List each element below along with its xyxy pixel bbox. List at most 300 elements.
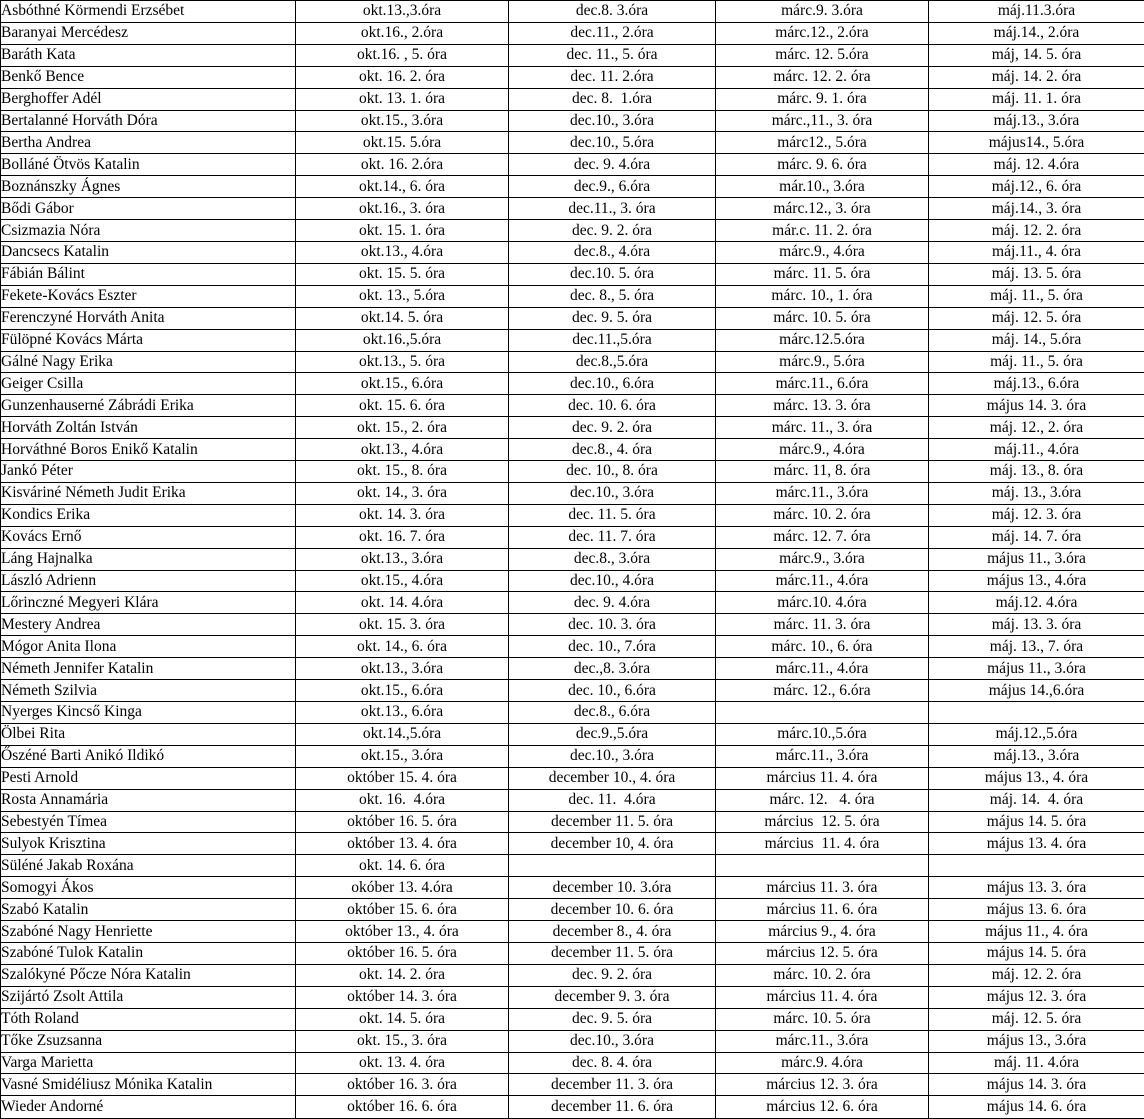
- dec-date-cell: dec.,8. 3.óra: [509, 658, 716, 680]
- table-row: [1, 614, 1144, 636]
- march-date-cell: március 11. 4. óra: [716, 833, 929, 855]
- name-cell: Gálné Nagy Erika: [1, 351, 296, 373]
- dec-date-cell: dec.8. 3.óra: [509, 1, 716, 23]
- table-row: [1, 88, 1144, 110]
- may-date-cell: máj. 12. 5. óra: [929, 1008, 1144, 1030]
- table-row: [1, 899, 1144, 921]
- table-row: [1, 548, 1144, 570]
- name-cell: Mestery Andrea: [1, 614, 296, 636]
- oct-date-cell: okt. 14. 2. óra: [296, 964, 509, 986]
- table-row: [1, 592, 1144, 614]
- name-cell: Boznánszky Ágnes: [1, 176, 296, 198]
- oct-date-cell: okt.15., 3.óra: [296, 745, 509, 767]
- name-cell: Németh Jennifer Katalin: [1, 658, 296, 680]
- may-date-cell: máj.13., 3.óra: [929, 745, 1144, 767]
- name-cell: Szabó Katalin: [1, 899, 296, 921]
- name-cell: Mógor Anita Ilona: [1, 636, 296, 658]
- may-date-cell: máj. 11., 5. óra: [929, 351, 1144, 373]
- may-date-cell: máj. 12. 4.óra: [929, 154, 1144, 176]
- oct-date-cell: október 16. 5. óra: [296, 942, 509, 964]
- name-cell: Nyerges Kincső Kinga: [1, 702, 296, 724]
- may-date-cell: május 14.,6.óra: [929, 680, 1144, 702]
- may-date-cell: május 14. 3. óra: [929, 395, 1144, 417]
- may-date-cell: május 13., 4.óra: [929, 570, 1144, 592]
- table-row: [1, 855, 1144, 877]
- table-row: [1, 461, 1144, 483]
- dec-date-cell: dec. 8., 5. óra: [509, 285, 716, 307]
- dec-date-cell: december 10, 4. óra: [509, 833, 716, 855]
- may-date-cell: máj.13., 6.óra: [929, 373, 1144, 395]
- name-cell: Baranyai Mercédesz: [1, 22, 296, 44]
- dec-date-cell: dec. 11., 5. óra: [509, 44, 716, 66]
- march-date-cell: március 11. 6. óra: [716, 899, 929, 921]
- march-date-cell: március 12. 5. óra: [716, 942, 929, 964]
- dec-date-cell: dec. 9. 2. óra: [509, 964, 716, 986]
- dec-date-cell: dec.10., 5.óra: [509, 132, 716, 154]
- may-date-cell: máj. 11. 4.óra: [929, 1052, 1144, 1074]
- name-cell: Bertha Andrea: [1, 132, 296, 154]
- march-date-cell: március 11. 4. óra: [716, 986, 929, 1008]
- dec-date-cell: dec. 11. 5. óra: [509, 504, 716, 526]
- oct-date-cell: okt.14.,5.óra: [296, 723, 509, 745]
- name-cell: Szabóné Tulok Katalin: [1, 942, 296, 964]
- may-date-cell: máj.14., 2.óra: [929, 22, 1144, 44]
- oct-date-cell: okt.15., 6.óra: [296, 373, 509, 395]
- may-date-cell: máj. 12., 2. óra: [929, 417, 1144, 439]
- table-row: [1, 307, 1144, 329]
- may-date-cell: máj. 13. 3. óra: [929, 614, 1144, 636]
- march-date-cell: márc. 10. 5. óra: [716, 1008, 929, 1030]
- may-date-cell: május 11., 4. óra: [929, 921, 1144, 943]
- march-date-cell: márc.9. 4.óra: [716, 1052, 929, 1074]
- dec-date-cell: dec.8.,5.óra: [509, 351, 716, 373]
- name-cell: László Adrienn: [1, 570, 296, 592]
- dec-date-cell: dec.10., 3.óra: [509, 745, 716, 767]
- schedule-table-body: [1, 1, 1144, 1119]
- name-cell: Fekete-Kovács Eszter: [1, 285, 296, 307]
- dec-date-cell: dec.11.,5.óra: [509, 329, 716, 351]
- may-date-cell: május 14. 5. óra: [929, 942, 1144, 964]
- table-row: [1, 811, 1144, 833]
- oct-date-cell: október 13. 4. óra: [296, 833, 509, 855]
- march-date-cell: márc.9., 4.óra: [716, 241, 929, 263]
- oct-date-cell: okt.13., 5. óra: [296, 351, 509, 373]
- may-date-cell: máj.13., 3.óra: [929, 110, 1144, 132]
- oct-date-cell: okt. 15. 6. óra: [296, 395, 509, 417]
- may-date-cell: máj.14., 3. óra: [929, 198, 1144, 220]
- name-cell: Szijártó Zsolt Attila: [1, 986, 296, 1008]
- table-row: [1, 723, 1144, 745]
- oct-date-cell: okt.13.,3.óra: [296, 1, 509, 23]
- oct-date-cell: okt. 14. 6. óra: [296, 855, 509, 877]
- table-row: [1, 636, 1144, 658]
- dec-date-cell: dec.8., 3.óra: [509, 548, 716, 570]
- may-date-cell: máj.12., 6. óra: [929, 176, 1144, 198]
- march-date-cell: márc.11., 4.óra: [716, 658, 929, 680]
- dec-date-cell: dec.10. 5. óra: [509, 263, 716, 285]
- may-date-cell: május 14. 3. óra: [929, 1074, 1144, 1096]
- march-date-cell: március 12. 3. óra: [716, 1074, 929, 1096]
- may-date-cell: máj, 14. 5. óra: [929, 44, 1144, 66]
- oct-date-cell: okt.13., 4.óra: [296, 439, 509, 461]
- march-date-cell: márc. 11, 8. óra: [716, 461, 929, 483]
- name-cell: Geiger Csilla: [1, 373, 296, 395]
- oct-date-cell: okt. 15. 1. óra: [296, 220, 509, 242]
- may-date-cell: máj.12.,5.óra: [929, 723, 1144, 745]
- may-date-cell: [929, 855, 1144, 877]
- oct-date-cell: okt.16.,5.óra: [296, 329, 509, 351]
- name-cell: Ferenczyné Horváth Anita: [1, 307, 296, 329]
- table-row: [1, 351, 1144, 373]
- table-row: [1, 986, 1144, 1008]
- name-cell: Süléné Jakab Roxána: [1, 855, 296, 877]
- oct-date-cell: október 15. 4. óra: [296, 767, 509, 789]
- oct-date-cell: okt.16., 2.óra: [296, 22, 509, 44]
- name-cell: Őszéné Barti Anikó Ildikó: [1, 745, 296, 767]
- may-date-cell: máj. 12. 2. óra: [929, 220, 1144, 242]
- table-row: [1, 220, 1144, 242]
- dec-date-cell: dec. 10. 3. óra: [509, 614, 716, 636]
- may-date-cell: máj. 13., 8. óra: [929, 461, 1144, 483]
- oct-date-cell: okóber 13. 4.óra: [296, 877, 509, 899]
- oct-date-cell: október 15. 6. óra: [296, 899, 509, 921]
- oct-date-cell: okt.13., 3.óra: [296, 658, 509, 680]
- oct-date-cell: október 14. 3. óra: [296, 986, 509, 1008]
- table-row: [1, 1096, 1144, 1119]
- dec-date-cell: dec. 9. 2. óra: [509, 417, 716, 439]
- march-date-cell: márc. 12. 5.óra: [716, 44, 929, 66]
- oct-date-cell: okt.15. 5.óra: [296, 132, 509, 154]
- dec-date-cell: december 9. 3. óra: [509, 986, 716, 1008]
- table-row: [1, 1074, 1144, 1096]
- name-cell: Sebestyén Tímea: [1, 811, 296, 833]
- name-cell: Somogyi Ákos: [1, 877, 296, 899]
- oct-date-cell: okt.15., 6.óra: [296, 680, 509, 702]
- oct-date-cell: okt.14., 6. óra: [296, 176, 509, 198]
- may-date-cell: máj. 11., 5. óra: [929, 285, 1144, 307]
- may-date-cell: máj. 12. 5. óra: [929, 307, 1144, 329]
- table-row: [1, 570, 1144, 592]
- name-cell: Jankó Péter: [1, 461, 296, 483]
- dec-date-cell: dec. 10., 8. óra: [509, 461, 716, 483]
- may-date-cell: május 13. 4. óra: [929, 833, 1144, 855]
- may-date-cell: május 12. 3. óra: [929, 986, 1144, 1008]
- name-cell: Tóth Roland: [1, 1008, 296, 1030]
- march-date-cell: márc. 10. 2. óra: [716, 964, 929, 986]
- table-row: [1, 176, 1144, 198]
- table-row: [1, 921, 1144, 943]
- march-date-cell: márc. 9. 6. óra: [716, 154, 929, 176]
- dec-date-cell: dec.10., 3.óra: [509, 482, 716, 504]
- march-date-cell: márc. 11. 3. óra: [716, 614, 929, 636]
- table-row: [1, 702, 1144, 724]
- name-cell: Berghoffer Adél: [1, 88, 296, 110]
- may-date-cell: május 14. 5. óra: [929, 811, 1144, 833]
- name-cell: Vasné Smidéliusz Mónika Katalin: [1, 1074, 296, 1096]
- name-cell: Varga Marietta: [1, 1052, 296, 1074]
- table-row: [1, 482, 1144, 504]
- table-row: [1, 110, 1144, 132]
- oct-date-cell: okt.13., 4.óra: [296, 241, 509, 263]
- dec-date-cell: december 10., 4. óra: [509, 767, 716, 789]
- name-cell: Bődi Gábor: [1, 198, 296, 220]
- oct-date-cell: okt. 14., 3. óra: [296, 482, 509, 504]
- name-cell: Kovács Ernő: [1, 526, 296, 548]
- name-cell: Sulyok Krisztina: [1, 833, 296, 855]
- oct-date-cell: október 16. 3. óra: [296, 1074, 509, 1096]
- table-row: [1, 1, 1144, 23]
- march-date-cell: márc.11., 6.óra: [716, 373, 929, 395]
- name-cell: Lőrinczné Megyeri Klára: [1, 592, 296, 614]
- oct-date-cell: okt.13., 6.óra: [296, 702, 509, 724]
- dec-date-cell: [509, 855, 716, 877]
- dec-date-cell: dec.11., 2.óra: [509, 22, 716, 44]
- table-row: [1, 439, 1144, 461]
- may-date-cell: máj. 12. 2. óra: [929, 964, 1144, 986]
- dec-date-cell: dec. 8. 1.óra: [509, 88, 716, 110]
- march-date-cell: márc.12., 2.óra: [716, 22, 929, 44]
- table-row: [1, 526, 1144, 548]
- may-date-cell: máj. 11. 1. óra: [929, 88, 1144, 110]
- dec-date-cell: dec. 9. 5. óra: [509, 307, 716, 329]
- name-cell: Rosta Annamária: [1, 789, 296, 811]
- dec-date-cell: dec. 9. 5. óra: [509, 1008, 716, 1030]
- march-date-cell: márc. 12. 2. óra: [716, 66, 929, 88]
- name-cell: Asbóthné Körmendi Erzsébet: [1, 1, 296, 23]
- table-row: [1, 745, 1144, 767]
- may-date-cell: máj. 13., 3.óra: [929, 482, 1144, 504]
- oct-date-cell: okt.16., 3. óra: [296, 198, 509, 220]
- march-date-cell: márc.9., 3.óra: [716, 548, 929, 570]
- dec-date-cell: dec.8., 4. óra: [509, 439, 716, 461]
- name-cell: Kisváriné Németh Judit Erika: [1, 482, 296, 504]
- march-date-cell: márc.11., 3.óra: [716, 482, 929, 504]
- table-row: [1, 263, 1144, 285]
- may-date-cell: máj. 14. 7. óra: [929, 526, 1144, 548]
- may-date-cell: [929, 702, 1144, 724]
- march-date-cell: márc12., 5.óra: [716, 132, 929, 154]
- oct-date-cell: okt. 14. 3. óra: [296, 504, 509, 526]
- march-date-cell: március 12. 6. óra: [716, 1096, 929, 1119]
- table-row: [1, 132, 1144, 154]
- table-row: [1, 680, 1144, 702]
- oct-date-cell: okt. 13., 5.óra: [296, 285, 509, 307]
- name-cell: Németh Szilvia: [1, 680, 296, 702]
- march-date-cell: márc. 12. 4. óra: [716, 789, 929, 811]
- name-cell: Bolláné Ötvös Katalin: [1, 154, 296, 176]
- name-cell: Fülöpné Kovács Márta: [1, 329, 296, 351]
- name-cell: Ölbei Rita: [1, 723, 296, 745]
- dec-date-cell: dec. 10., 7.óra: [509, 636, 716, 658]
- dec-date-cell: december 10. 3.óra: [509, 877, 716, 899]
- table-row: [1, 767, 1144, 789]
- dec-date-cell: dec.10., 3.óra: [509, 1030, 716, 1052]
- table-row: [1, 789, 1144, 811]
- name-cell: Baráth Kata: [1, 44, 296, 66]
- march-date-cell: márc. 10., 1. óra: [716, 285, 929, 307]
- oct-date-cell: okt. 15., 3. óra: [296, 1030, 509, 1052]
- oct-date-cell: okt.14. 5. óra: [296, 307, 509, 329]
- table-row: [1, 22, 1144, 44]
- table-row: [1, 1030, 1144, 1052]
- dec-date-cell: dec. 11. 2.óra: [509, 66, 716, 88]
- dec-date-cell: dec. 10., 6.óra: [509, 680, 716, 702]
- oct-date-cell: okt. 16. 2.óra: [296, 154, 509, 176]
- march-date-cell: márc.,11., 3. óra: [716, 110, 929, 132]
- name-cell: Horváth Zoltán István: [1, 417, 296, 439]
- dec-date-cell: dec.9., 6.óra: [509, 176, 716, 198]
- may-date-cell: máj. 13., 7. óra: [929, 636, 1144, 658]
- march-date-cell: március 9., 4. óra: [716, 921, 929, 943]
- oct-date-cell: okt. 15. 5. óra: [296, 263, 509, 285]
- oct-date-cell: okt. 16. 4.óra: [296, 789, 509, 811]
- dec-date-cell: december 11. 5. óra: [509, 942, 716, 964]
- march-date-cell: márc. 10., 6. óra: [716, 636, 929, 658]
- dec-date-cell: december 11. 3. óra: [509, 1074, 716, 1096]
- oct-date-cell: okt. 13. 1. óra: [296, 88, 509, 110]
- may-date-cell: máj. 14. 4. óra: [929, 789, 1144, 811]
- dec-date-cell: dec.10., 3.óra: [509, 110, 716, 132]
- oct-date-cell: okt. 15., 8. óra: [296, 461, 509, 483]
- may-date-cell: május 13. 3. óra: [929, 877, 1144, 899]
- table-row: [1, 877, 1144, 899]
- march-date-cell: márc.9. 3.óra: [716, 1, 929, 23]
- march-date-cell: márc.11., 3.óra: [716, 1030, 929, 1052]
- dec-date-cell: december 8., 4. óra: [509, 921, 716, 943]
- dec-date-cell: dec. 9. 4.óra: [509, 154, 716, 176]
- name-cell: Horváthné Boros Enikő Katalin: [1, 439, 296, 461]
- table-row: [1, 154, 1144, 176]
- oct-date-cell: okt. 13. 4. óra: [296, 1052, 509, 1074]
- march-date-cell: márc. 12., 6.óra: [716, 680, 929, 702]
- oct-date-cell: okt.15., 4.óra: [296, 570, 509, 592]
- table-row: [1, 658, 1144, 680]
- oct-date-cell: okt.16. , 5. óra: [296, 44, 509, 66]
- march-date-cell: [716, 702, 929, 724]
- name-cell: Dancsecs Katalin: [1, 241, 296, 263]
- march-date-cell: márc. 12. 7. óra: [716, 526, 929, 548]
- dec-date-cell: dec.8., 4.óra: [509, 241, 716, 263]
- march-date-cell: március 11. 3. óra: [716, 877, 929, 899]
- name-cell: Csizmazia Nóra: [1, 220, 296, 242]
- table-row: [1, 833, 1144, 855]
- name-cell: Láng Hajnalka: [1, 548, 296, 570]
- march-date-cell: márc.12., 3. óra: [716, 198, 929, 220]
- table-row: [1, 198, 1144, 220]
- name-cell: Wieder Andorné: [1, 1096, 296, 1119]
- name-cell: Benkő Bence: [1, 66, 296, 88]
- may-date-cell: máj.12. 4.óra: [929, 592, 1144, 614]
- dec-date-cell: dec. 9. 2. óra: [509, 220, 716, 242]
- oct-date-cell: október 13., 4. óra: [296, 921, 509, 943]
- table-row: [1, 504, 1144, 526]
- dec-date-cell: dec. 9. 4.óra: [509, 592, 716, 614]
- table-row: [1, 942, 1144, 964]
- march-date-cell: március 11. 4. óra: [716, 767, 929, 789]
- oct-date-cell: október 16. 6. óra: [296, 1096, 509, 1119]
- oct-date-cell: okt. 14. 4.óra: [296, 592, 509, 614]
- march-date-cell: márc. 11., 3. óra: [716, 417, 929, 439]
- may-date-cell: máj. 14., 5.óra: [929, 329, 1144, 351]
- dec-date-cell: dec.11., 3. óra: [509, 198, 716, 220]
- table-row: [1, 964, 1144, 986]
- table-row: [1, 395, 1144, 417]
- name-cell: Pesti Arnold: [1, 767, 296, 789]
- may-date-cell: május14., 5.óra: [929, 132, 1144, 154]
- march-date-cell: márc.9., 5.óra: [716, 351, 929, 373]
- march-date-cell: már.10., 3.óra: [716, 176, 929, 198]
- may-date-cell: máj. 12. 3. óra: [929, 504, 1144, 526]
- may-date-cell: máj.11.3.óra: [929, 1, 1144, 23]
- march-date-cell: márc.11., 3.óra: [716, 745, 929, 767]
- dec-date-cell: dec.10., 4.óra: [509, 570, 716, 592]
- oct-date-cell: okt.13., 3.óra: [296, 548, 509, 570]
- oct-date-cell: okt.15., 3.óra: [296, 110, 509, 132]
- march-date-cell: márc.10. 4.óra: [716, 592, 929, 614]
- table-row: [1, 1008, 1144, 1030]
- oct-date-cell: okt. 15. 3. óra: [296, 614, 509, 636]
- table-row: [1, 373, 1144, 395]
- may-date-cell: május 13., 4. óra: [929, 767, 1144, 789]
- dec-date-cell: dec. 11. 7. óra: [509, 526, 716, 548]
- march-date-cell: márc.12.5.óra: [716, 329, 929, 351]
- dec-date-cell: december 10. 6. óra: [509, 899, 716, 921]
- march-date-cell: márc. 10. 5. óra: [716, 307, 929, 329]
- oct-date-cell: okt. 16. 7. óra: [296, 526, 509, 548]
- name-cell: Fábián Bálint: [1, 263, 296, 285]
- dec-date-cell: dec. 8. 4. óra: [509, 1052, 716, 1074]
- name-cell: Kondics Erika: [1, 504, 296, 526]
- may-date-cell: május 13., 3.óra: [929, 1030, 1144, 1052]
- oct-date-cell: okt. 16. 2. óra: [296, 66, 509, 88]
- table-row: [1, 1052, 1144, 1074]
- march-date-cell: márc. 10. 2. óra: [716, 504, 929, 526]
- dec-date-cell: december 11. 5. óra: [509, 811, 716, 833]
- dec-date-cell: december 11. 6. óra: [509, 1096, 716, 1119]
- oct-date-cell: okt. 14., 6. óra: [296, 636, 509, 658]
- name-cell: Bertalanné Horváth Dóra: [1, 110, 296, 132]
- march-date-cell: már.c. 11. 2. óra: [716, 220, 929, 242]
- dec-date-cell: dec.8., 6.óra: [509, 702, 716, 724]
- dec-date-cell: dec. 11. 4.óra: [509, 789, 716, 811]
- march-date-cell: márc. 9. 1. óra: [716, 88, 929, 110]
- march-date-cell: márc. 11. 5. óra: [716, 263, 929, 285]
- march-date-cell: márc.10.,5.óra: [716, 723, 929, 745]
- table-row: [1, 44, 1144, 66]
- dec-date-cell: dec.10., 6.óra: [509, 373, 716, 395]
- march-date-cell: márc.11., 4.óra: [716, 570, 929, 592]
- dec-date-cell: dec.9.,5.óra: [509, 723, 716, 745]
- may-date-cell: május 11., 3.óra: [929, 658, 1144, 680]
- table-row: [1, 285, 1144, 307]
- table-row: [1, 241, 1144, 263]
- march-date-cell: márc.9., 4.óra: [716, 439, 929, 461]
- table-row: [1, 417, 1144, 439]
- dec-date-cell: dec. 10. 6. óra: [509, 395, 716, 417]
- name-cell: Szalókyné Pőcze Nóra Katalin: [1, 964, 296, 986]
- may-date-cell: május 11., 3.óra: [929, 548, 1144, 570]
- may-date-cell: máj.11., 4.óra: [929, 439, 1144, 461]
- may-date-cell: máj.11., 4. óra: [929, 241, 1144, 263]
- name-cell: Gunzenhauserné Zábrádi Erika: [1, 395, 296, 417]
- table-row: [1, 329, 1144, 351]
- march-date-cell: [716, 855, 929, 877]
- may-date-cell: máj. 14. 2. óra: [929, 66, 1144, 88]
- oct-date-cell: okt. 15., 2. óra: [296, 417, 509, 439]
- may-date-cell: máj. 13. 5. óra: [929, 263, 1144, 285]
- may-date-cell: május 14. 6. óra: [929, 1096, 1144, 1119]
- march-date-cell: március 12. 5. óra: [716, 811, 929, 833]
